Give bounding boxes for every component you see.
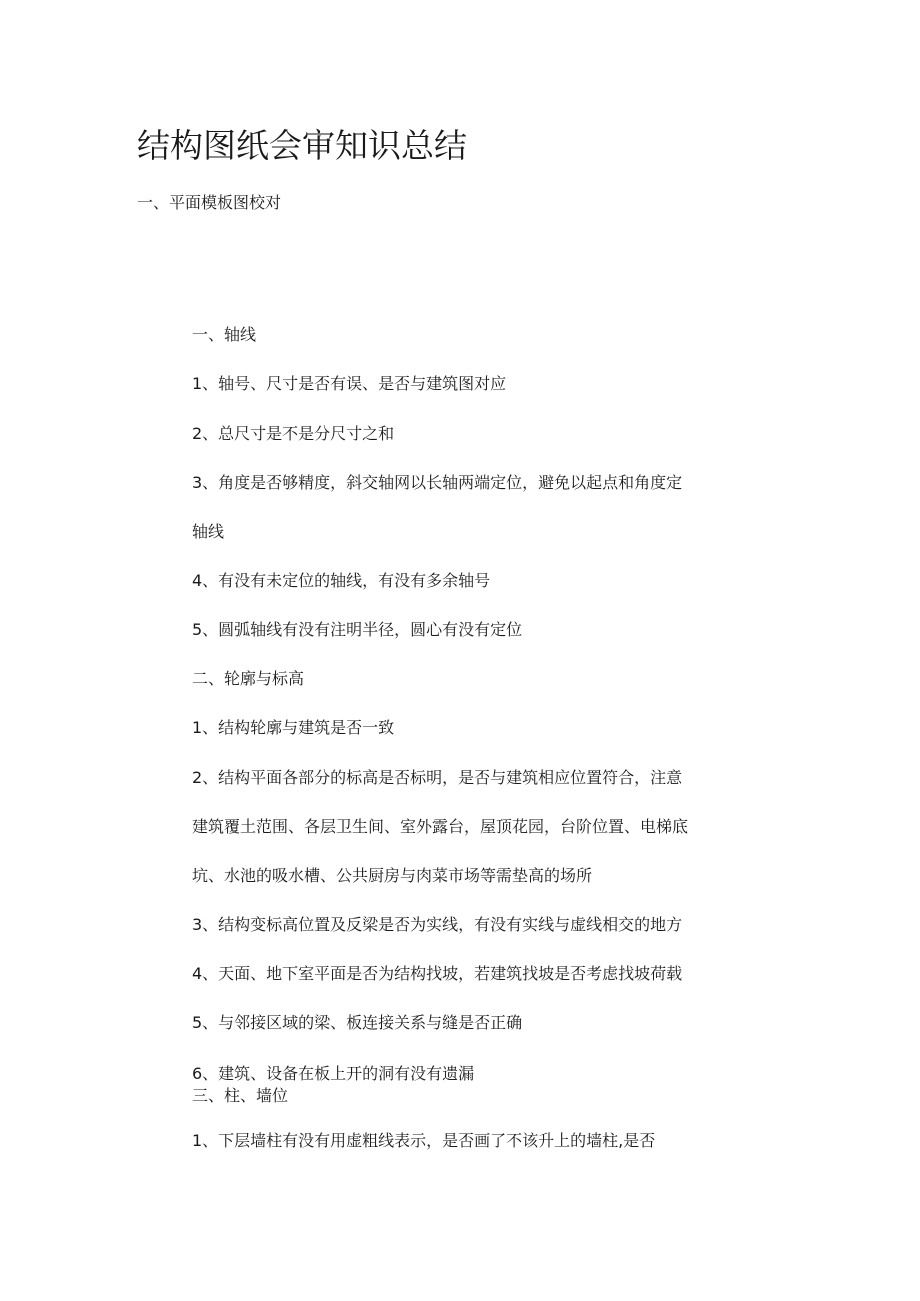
subsection-heading-outline: 二、轮廓与标高 xyxy=(192,669,305,688)
subsection-heading-axis: 一、轴线 xyxy=(192,325,257,344)
body-line: 1、下层墙柱有没有用虚粗线表示，是否画了不该升上的墙柱,是否 xyxy=(192,1131,656,1150)
body-line: 6、建筑、设备在板上开的洞有没有遗漏 xyxy=(192,1064,475,1083)
body-line: 3、角度是否够精度，斜交轴网以长轴两端定位，避免以起点和角度定 xyxy=(192,473,683,492)
body-line: 坑、水池的吸水槽、公共厨房与肉菜市场等需垫高的场所 xyxy=(192,866,593,885)
body-line: 1、轴号、尺寸是否有误、是否与建筑图对应 xyxy=(192,374,507,393)
body-line: 2、结构平面各部分的标高是否标明，是否与建筑相应位置符合，注意 xyxy=(192,768,683,787)
body-line: 2、总尺寸是不是分尺寸之和 xyxy=(192,424,395,443)
body-line: 5、与邻接区域的梁、板连接关系与缝是否正确 xyxy=(192,1013,523,1032)
body-line: 轴线 xyxy=(192,522,225,541)
body-line: 1、结构轮廓与建筑是否一致 xyxy=(192,718,395,737)
document-title: 结构图纸会审知识总结 xyxy=(137,126,467,165)
subsection-heading-columns: 三、柱、墙位 xyxy=(192,1086,289,1105)
body-line: 3、结构变标高位置及反梁是否为实线，有没有实线与虚线相交的地方 xyxy=(192,915,683,934)
body-line: 4、天面、地下室平面是否为结构找坡，若建筑找坡是否考虑找坡荷载 xyxy=(192,964,683,983)
body-line: 建筑覆土范围、各层卫生间、室外露台，屋顶花园，台阶位置、电梯底 xyxy=(192,817,689,836)
body-line: 5、圆弧轴线有没有注明半径，圆心有没有定位 xyxy=(192,620,523,639)
body-line: 4、有没有未定位的轴线，有没有多余轴号 xyxy=(192,571,491,590)
section-heading: 一、平面模板图校对 xyxy=(137,193,282,212)
